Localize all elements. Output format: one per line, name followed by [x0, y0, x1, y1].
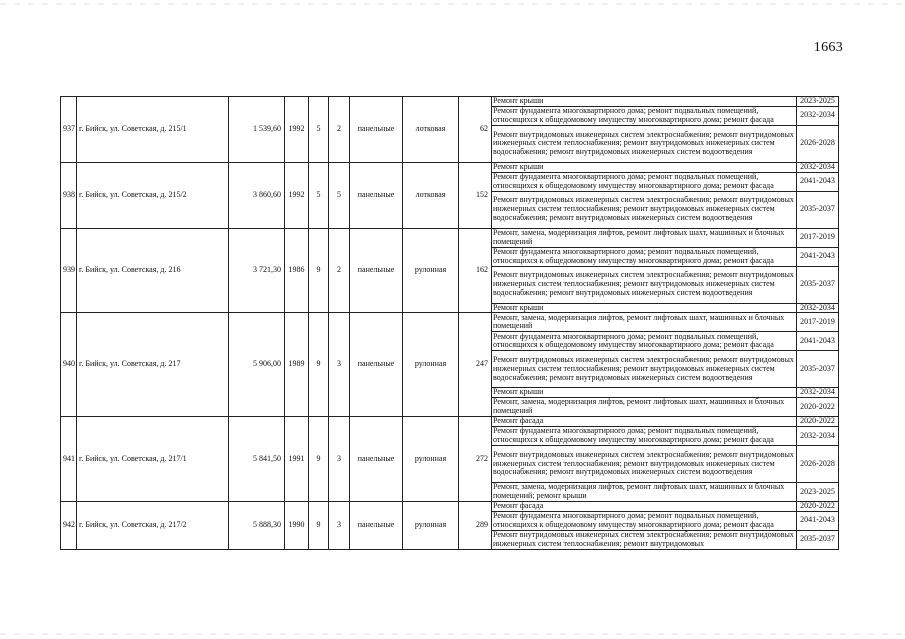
- table-row: [61, 162, 839, 172]
- repair-work-cell: Ремонт, замена, модернизация лифтов, ремонт лифтовых шахт, машинных и блочных помещений: [492, 228, 797, 247]
- residents-cell: 289: [459, 501, 492, 549]
- repair-period-cell: 2035-2037: [797, 191, 839, 228]
- building-number-cell: 939: [61, 228, 77, 313]
- table-row: [61, 417, 839, 427]
- area-cell: 1 539,60: [229, 97, 285, 163]
- table-row: [61, 313, 839, 332]
- roof-type-cell: рулонная: [403, 417, 459, 502]
- repair-period-cell: 2026-2028: [797, 125, 839, 162]
- building-number-cell: 938: [61, 162, 77, 228]
- repair-period-cell: 2032-2034: [797, 106, 839, 125]
- repair-work-cell: Ремонт внутридомовых инженерных систем электроснабжения; ремонт внутридомовых инженерных систем теплоснабжения; ремонт внутридомовых инженерных систем водоснабжения; ремонт внутридомовых инженерных систем водоотведения: [492, 266, 797, 303]
- building-number-cell: 937: [61, 97, 77, 163]
- repair-work-cell: Ремонт внутридомовых инженерных систем электроснабжения; ремонт внутридомовых инженерных систем теплоснабжения; ремонт внутридомовых инженерных систем водоснабжения; ремонт внутридомовых инженерных систем водоотведения: [492, 445, 797, 482]
- repair-period-cell: 2032-2034: [797, 303, 839, 313]
- floors-cell: 9: [309, 501, 329, 549]
- year-built-cell: 1992: [285, 97, 309, 163]
- address-cell: г. Бийск, ул. Советская, д. 217/2: [77, 501, 229, 549]
- table-row: [61, 228, 839, 247]
- repair-period-cell: 2020-2022: [797, 398, 839, 417]
- repair-period-cell: 2017-2019: [797, 313, 839, 332]
- floors-cell: 9: [309, 417, 329, 502]
- repair-period-cell: 2041-2043: [797, 172, 839, 191]
- repair-period-cell: 2020-2022: [797, 417, 839, 427]
- address-cell: г. Бийск, ул. Советская, д. 215/1: [77, 97, 229, 163]
- year-built-cell: 1986: [285, 228, 309, 313]
- address-cell: г. Бийск, ул. Советская, д. 217/1: [77, 417, 229, 502]
- page-number: 1663: [813, 40, 843, 55]
- repair-work-cell: Ремонт крыши: [492, 388, 797, 398]
- year-built-cell: 1990: [285, 501, 309, 549]
- area-cell: 3 721,30: [229, 228, 285, 313]
- residents-cell: 272: [459, 417, 492, 502]
- year-built-cell: 1991: [285, 417, 309, 502]
- repair-period-cell: 2035-2037: [797, 266, 839, 303]
- scan-edge-top: [0, 3, 905, 5]
- wall-material-cell: панельные: [350, 97, 403, 163]
- repair-work-cell: Ремонт крыши: [492, 303, 797, 313]
- entrances-cell: 3: [329, 417, 350, 502]
- area-cell: 5 841,50: [229, 417, 285, 502]
- scan-edge-bottom: [0, 633, 905, 635]
- roof-type-cell: лотковая: [403, 162, 459, 228]
- wall-material-cell: панельные: [350, 162, 403, 228]
- roof-type-cell: рулонная: [403, 313, 459, 417]
- repair-work-cell: Ремонт, замена, модернизация лифтов, ремонт лифтовых шахт, машинных и блочных помещений: [492, 313, 797, 332]
- area-cell: 3 860,60: [229, 162, 285, 228]
- roof-type-cell: рулонная: [403, 228, 459, 313]
- repair-work-cell: Ремонт фундамента многоквартирного дома; ремонт подвальных помещений, относящихся к общедомовому имуществу многоквартирного дома; ремонт фасада: [492, 106, 797, 125]
- repair-work-cell: Ремонт внутридомовых инженерных систем электроснабжения; ремонт внутридомовых инженерных систем теплоснабжения; ремонт внутридомовых инженерных систем водоснабжения; ремонт внутридомовых инженерных систем водоотведения: [492, 125, 797, 162]
- repair-work-cell: Ремонт, замена, модернизация лифтов, ремонт лифтовых шахт, машинных и блочных помещений: [492, 398, 797, 417]
- wall-material-cell: панельные: [350, 501, 403, 549]
- repair-period-cell: 2035-2037: [797, 351, 839, 388]
- repair-work-cell: Ремонт фундамента многоквартирного дома; ремонт подвальных помещений, относящихся к общедомовому имуществу многоквартирного дома; ремонт фасада: [492, 426, 797, 445]
- repair-work-cell: Ремонт фундамента многоквартирного дома; ремонт подвальных помещений, относящихся к общедомовому имуществу многоквартирного дома; ремонт фасада: [492, 511, 797, 530]
- address-cell: г. Бийск, ул. Советская, д. 216: [77, 228, 229, 313]
- repair-period-cell: 2023-2025: [797, 482, 839, 501]
- floors-cell: 5: [309, 162, 329, 228]
- repair-period-cell: 2032-2034: [797, 162, 839, 172]
- area-cell: 5 888,30: [229, 501, 285, 549]
- residents-cell: 162: [459, 228, 492, 313]
- repair-period-cell: 2026-2028: [797, 445, 839, 482]
- entrances-cell: 2: [329, 97, 350, 163]
- repair-period-cell: 2032-2034: [797, 388, 839, 398]
- repair-work-cell: Ремонт внутридомовых инженерных систем электроснабжения; ремонт внутридомовых инженерных систем теплоснабжения; ремонт внутридомовых: [492, 530, 797, 549]
- repair-work-cell: Ремонт крыши: [492, 97, 797, 107]
- repair-period-cell: 2017-2019: [797, 228, 839, 247]
- repair-period-cell: 2035-2037: [797, 530, 839, 549]
- repair-period-cell: 2041-2043: [797, 511, 839, 530]
- building-number-cell: 942: [61, 501, 77, 549]
- year-built-cell: 1989: [285, 313, 309, 417]
- wall-material-cell: панельные: [350, 313, 403, 417]
- floors-cell: 9: [309, 228, 329, 313]
- repair-work-cell: Ремонт фасада: [492, 501, 797, 511]
- table-row: [61, 97, 839, 107]
- repair-work-cell: Ремонт внутридомовых инженерных систем электроснабжения; ремонт внутридомовых инженерных систем теплоснабжения; ремонт внутридомовых инженерных систем водоснабжения; ремонт внутридомовых инженерных систем водоотведения: [492, 351, 797, 388]
- area-cell: 5 906,00: [229, 313, 285, 417]
- building-number-cell: 940: [61, 313, 77, 417]
- year-built-cell: 1992: [285, 162, 309, 228]
- floors-cell: 5: [309, 97, 329, 163]
- repair-period-cell: 2041-2043: [797, 247, 839, 266]
- entrances-cell: 5: [329, 162, 350, 228]
- capital-repair-registry-table: [60, 96, 839, 550]
- repair-work-cell: Ремонт, замена, модернизация лифтов, ремонт лифтовых шахт, машинных и блочных помещений; ремонт крыши: [492, 482, 797, 501]
- entrances-cell: 2: [329, 228, 350, 313]
- entrances-cell: 3: [329, 501, 350, 549]
- repair-work-cell: Ремонт фундамента многоквартирного дома; ремонт подвальных помещений, относящихся к общедомовому имуществу многоквартирного дома; ремонт фасада: [492, 332, 797, 351]
- repair-work-cell: Ремонт фасада: [492, 417, 797, 427]
- repair-work-cell: Ремонт фундамента многоквартирного дома; ремонт подвальных помещений, относящихся к общедомовому имуществу многоквартирного дома; ремонт фасада: [492, 172, 797, 191]
- repair-work-cell: Ремонт крыши: [492, 162, 797, 172]
- residents-cell: 247: [459, 313, 492, 417]
- roof-type-cell: лотковая: [403, 97, 459, 163]
- floors-cell: 9: [309, 313, 329, 417]
- roof-type-cell: рулонная: [403, 501, 459, 549]
- repair-period-cell: 2041-2043: [797, 332, 839, 351]
- building-number-cell: 941: [61, 417, 77, 502]
- table-row: [61, 501, 839, 511]
- repair-work-cell: Ремонт фундамента многоквартирного дома; ремонт подвальных помещений, относящихся к общедомовому имуществу многоквартирного дома; ремонт фасада: [492, 247, 797, 266]
- wall-material-cell: панельные: [350, 417, 403, 502]
- registry-body: [61, 97, 839, 550]
- wall-material-cell: панельные: [350, 228, 403, 313]
- address-cell: г. Бийск, ул. Советская, д. 215/2: [77, 162, 229, 228]
- residents-cell: 62: [459, 97, 492, 163]
- entrances-cell: 3: [329, 313, 350, 417]
- repair-work-cell: Ремонт внутридомовых инженерных систем электроснабжения; ремонт внутридомовых инженерных систем теплоснабжения; ремонт внутридомовых инженерных систем водоснабжения; ремонт внутридомовых инженерных систем водоотведения: [492, 191, 797, 228]
- residents-cell: 152: [459, 162, 492, 228]
- repair-period-cell: 2020-2022: [797, 501, 839, 511]
- repair-period-cell: 2023-2025: [797, 97, 839, 107]
- address-cell: г. Бийск, ул. Советская, д. 217: [77, 313, 229, 417]
- repair-period-cell: 2032-2034: [797, 426, 839, 445]
